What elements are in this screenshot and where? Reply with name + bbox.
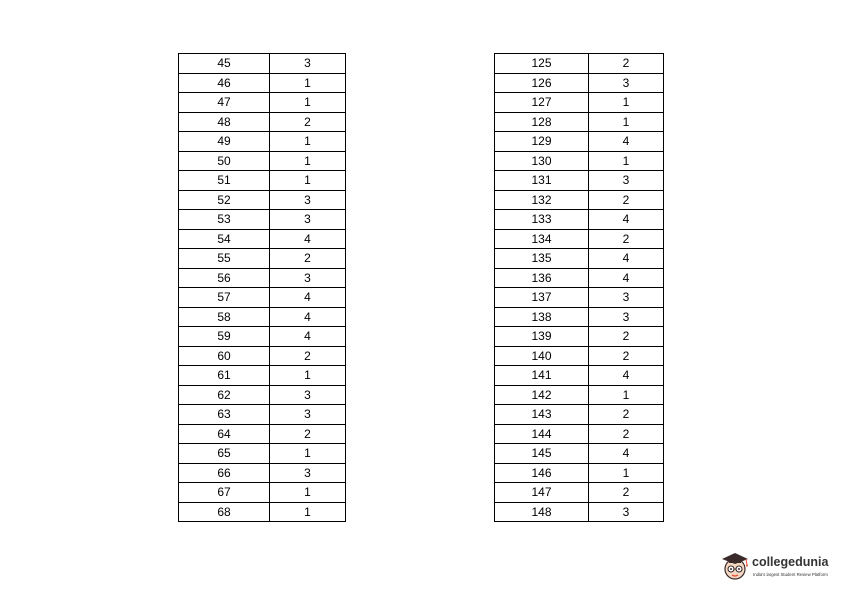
- table-row: [179, 327, 346, 347]
- answer-key-cell: 3: [589, 288, 664, 308]
- answer-key-cell: 4: [270, 288, 346, 308]
- answer-key-cell: 3: [589, 73, 664, 93]
- question-number-cell: 53: [179, 210, 270, 230]
- answer-key-cell: 3: [589, 171, 664, 191]
- question-number-cell: 128: [495, 112, 589, 132]
- answer-key-cell: 4: [589, 249, 664, 269]
- question-number-cell: 54: [179, 229, 270, 249]
- question-number-cell: 135: [495, 249, 589, 269]
- question-number-cell: 145: [495, 444, 589, 464]
- table-row: [495, 385, 664, 405]
- table-row: [179, 151, 346, 171]
- question-number-cell: 139: [495, 327, 589, 347]
- question-number-cell: 129: [495, 132, 589, 152]
- answer-table-right-body: [495, 54, 664, 522]
- table-row: [495, 151, 664, 171]
- question-number-cell: 138: [495, 307, 589, 327]
- table-row: [179, 171, 346, 191]
- answer-key-cell: 1: [270, 73, 346, 93]
- question-number-cell: 140: [495, 346, 589, 366]
- question-number-cell: 45: [179, 54, 270, 74]
- answer-key-cell: 1: [270, 502, 346, 522]
- answer-key-cell: 2: [589, 346, 664, 366]
- answer-key-cell: 2: [589, 327, 664, 347]
- answer-key-cell: 1: [270, 132, 346, 152]
- table-row: [179, 307, 346, 327]
- table-row: [495, 132, 664, 152]
- question-number-cell: 56: [179, 268, 270, 288]
- answer-key-cell: 3: [589, 307, 664, 327]
- answer-table-right: [494, 53, 664, 522]
- table-row: [179, 346, 346, 366]
- question-number-cell: 61: [179, 366, 270, 386]
- table-row: [495, 327, 664, 347]
- answer-key-cell: 1: [589, 385, 664, 405]
- table-row: [495, 483, 664, 503]
- table-row: [495, 366, 664, 386]
- answer-key-cell: 2: [589, 229, 664, 249]
- question-number-cell: 47: [179, 93, 270, 113]
- question-number-cell: 146: [495, 463, 589, 483]
- logo-tagline: India's largest Student Review Platform: [753, 572, 828, 577]
- table-row: [179, 463, 346, 483]
- question-number-cell: 125: [495, 54, 589, 74]
- table-row: [495, 93, 664, 113]
- question-number-cell: 133: [495, 210, 589, 230]
- table-row: [179, 444, 346, 464]
- answer-table-left: [178, 53, 346, 522]
- answer-key-cell: 2: [270, 424, 346, 444]
- answer-key-cell: 4: [589, 210, 664, 230]
- table-row: [179, 132, 346, 152]
- answer-key-cell: 1: [589, 93, 664, 113]
- answer-key-cell: 3: [270, 210, 346, 230]
- question-number-cell: 66: [179, 463, 270, 483]
- table-row: [495, 73, 664, 93]
- table-row: [495, 210, 664, 230]
- table-row: [179, 54, 346, 74]
- question-number-cell: 147: [495, 483, 589, 503]
- question-number-cell: 143: [495, 405, 589, 425]
- answer-key-cell: 3: [270, 463, 346, 483]
- graduate-mascot-icon: [720, 550, 752, 584]
- table-row: [179, 424, 346, 444]
- question-number-cell: 144: [495, 424, 589, 444]
- table-row: [495, 502, 664, 522]
- question-number-cell: 68: [179, 502, 270, 522]
- answer-key-cell: 2: [270, 346, 346, 366]
- answer-key-cell: 2: [270, 112, 346, 132]
- table-row: [495, 307, 664, 327]
- answer-key-cell: 3: [270, 268, 346, 288]
- table-row: [179, 483, 346, 503]
- question-number-cell: 148: [495, 502, 589, 522]
- question-number-cell: 55: [179, 249, 270, 269]
- table-row: [179, 190, 346, 210]
- table-row: [495, 171, 664, 191]
- question-number-cell: 48: [179, 112, 270, 132]
- answer-key-cell: 3: [270, 385, 346, 405]
- question-number-cell: 60: [179, 346, 270, 366]
- question-number-cell: 126: [495, 73, 589, 93]
- answer-key-cell: 4: [270, 327, 346, 347]
- table-row: [495, 405, 664, 425]
- question-number-cell: 67: [179, 483, 270, 503]
- question-number-cell: 51: [179, 171, 270, 191]
- answer-key-cell: 2: [270, 249, 346, 269]
- question-number-cell: 50: [179, 151, 270, 171]
- answer-key-cell: 3: [270, 190, 346, 210]
- table-row: [179, 366, 346, 386]
- table-row: [495, 424, 664, 444]
- question-number-cell: 136: [495, 268, 589, 288]
- answer-key-cell: 1: [589, 151, 664, 171]
- question-number-cell: 65: [179, 444, 270, 464]
- answer-key-cell: 1: [270, 93, 346, 113]
- question-number-cell: 58: [179, 307, 270, 327]
- question-number-cell: 134: [495, 229, 589, 249]
- question-number-cell: 132: [495, 190, 589, 210]
- table-row: [495, 288, 664, 308]
- answer-key-cell: 3: [270, 54, 346, 74]
- question-number-cell: 141: [495, 366, 589, 386]
- table-row: [179, 288, 346, 308]
- table-row: [179, 385, 346, 405]
- table-row: [495, 112, 664, 132]
- table-row: [495, 229, 664, 249]
- answer-key-cell: 1: [589, 112, 664, 132]
- question-number-cell: 46: [179, 73, 270, 93]
- collegedunia-logo[interactable]: [720, 550, 838, 584]
- table-row: [179, 93, 346, 113]
- table-row: [495, 190, 664, 210]
- answer-key-cell: 3: [589, 502, 664, 522]
- question-number-cell: 57: [179, 288, 270, 308]
- table-row: [495, 54, 664, 74]
- question-number-cell: 63: [179, 405, 270, 425]
- answer-key-cell: 1: [270, 444, 346, 464]
- table-row: [179, 249, 346, 269]
- answer-key-cell: 2: [589, 405, 664, 425]
- answer-key-cell: 4: [270, 229, 346, 249]
- question-number-cell: 142: [495, 385, 589, 405]
- table-row: [179, 210, 346, 230]
- answer-key-cell: 4: [589, 132, 664, 152]
- answer-key-cell: 1: [270, 366, 346, 386]
- question-number-cell: 59: [179, 327, 270, 347]
- question-number-cell: 127: [495, 93, 589, 113]
- answer-table-left-body: [179, 54, 346, 522]
- question-number-cell: 131: [495, 171, 589, 191]
- answer-key-cell: 4: [589, 444, 664, 464]
- table-row: [495, 444, 664, 464]
- table-row: [495, 463, 664, 483]
- table-row: [179, 73, 346, 93]
- answer-key-cell: 2: [589, 54, 664, 74]
- answer-key-cell: 1: [589, 463, 664, 483]
- answer-key-cell: 1: [270, 483, 346, 503]
- logo-wordmark: collegedunia: [752, 555, 829, 569]
- question-number-cell: 52: [179, 190, 270, 210]
- table-row: [179, 229, 346, 249]
- table-row: [495, 249, 664, 269]
- question-number-cell: 64: [179, 424, 270, 444]
- answer-key-cell: 2: [589, 190, 664, 210]
- table-row: [179, 268, 346, 288]
- answer-key-cell: 4: [270, 307, 346, 327]
- answer-key-cell: 1: [270, 171, 346, 191]
- answer-key-cell: 3: [270, 405, 346, 425]
- answer-key-cell: 4: [589, 366, 664, 386]
- table-row: [179, 112, 346, 132]
- question-number-cell: 137: [495, 288, 589, 308]
- question-number-cell: 130: [495, 151, 589, 171]
- answer-key-cell: 1: [270, 151, 346, 171]
- question-number-cell: 49: [179, 132, 270, 152]
- question-number-cell: 62: [179, 385, 270, 405]
- table-row: [495, 346, 664, 366]
- table-row: [495, 268, 664, 288]
- table-row: [179, 405, 346, 425]
- answer-key-cell: 4: [589, 268, 664, 288]
- answer-key-cell: 2: [589, 483, 664, 503]
- table-row: [179, 502, 346, 522]
- answer-key-cell: 2: [589, 424, 664, 444]
